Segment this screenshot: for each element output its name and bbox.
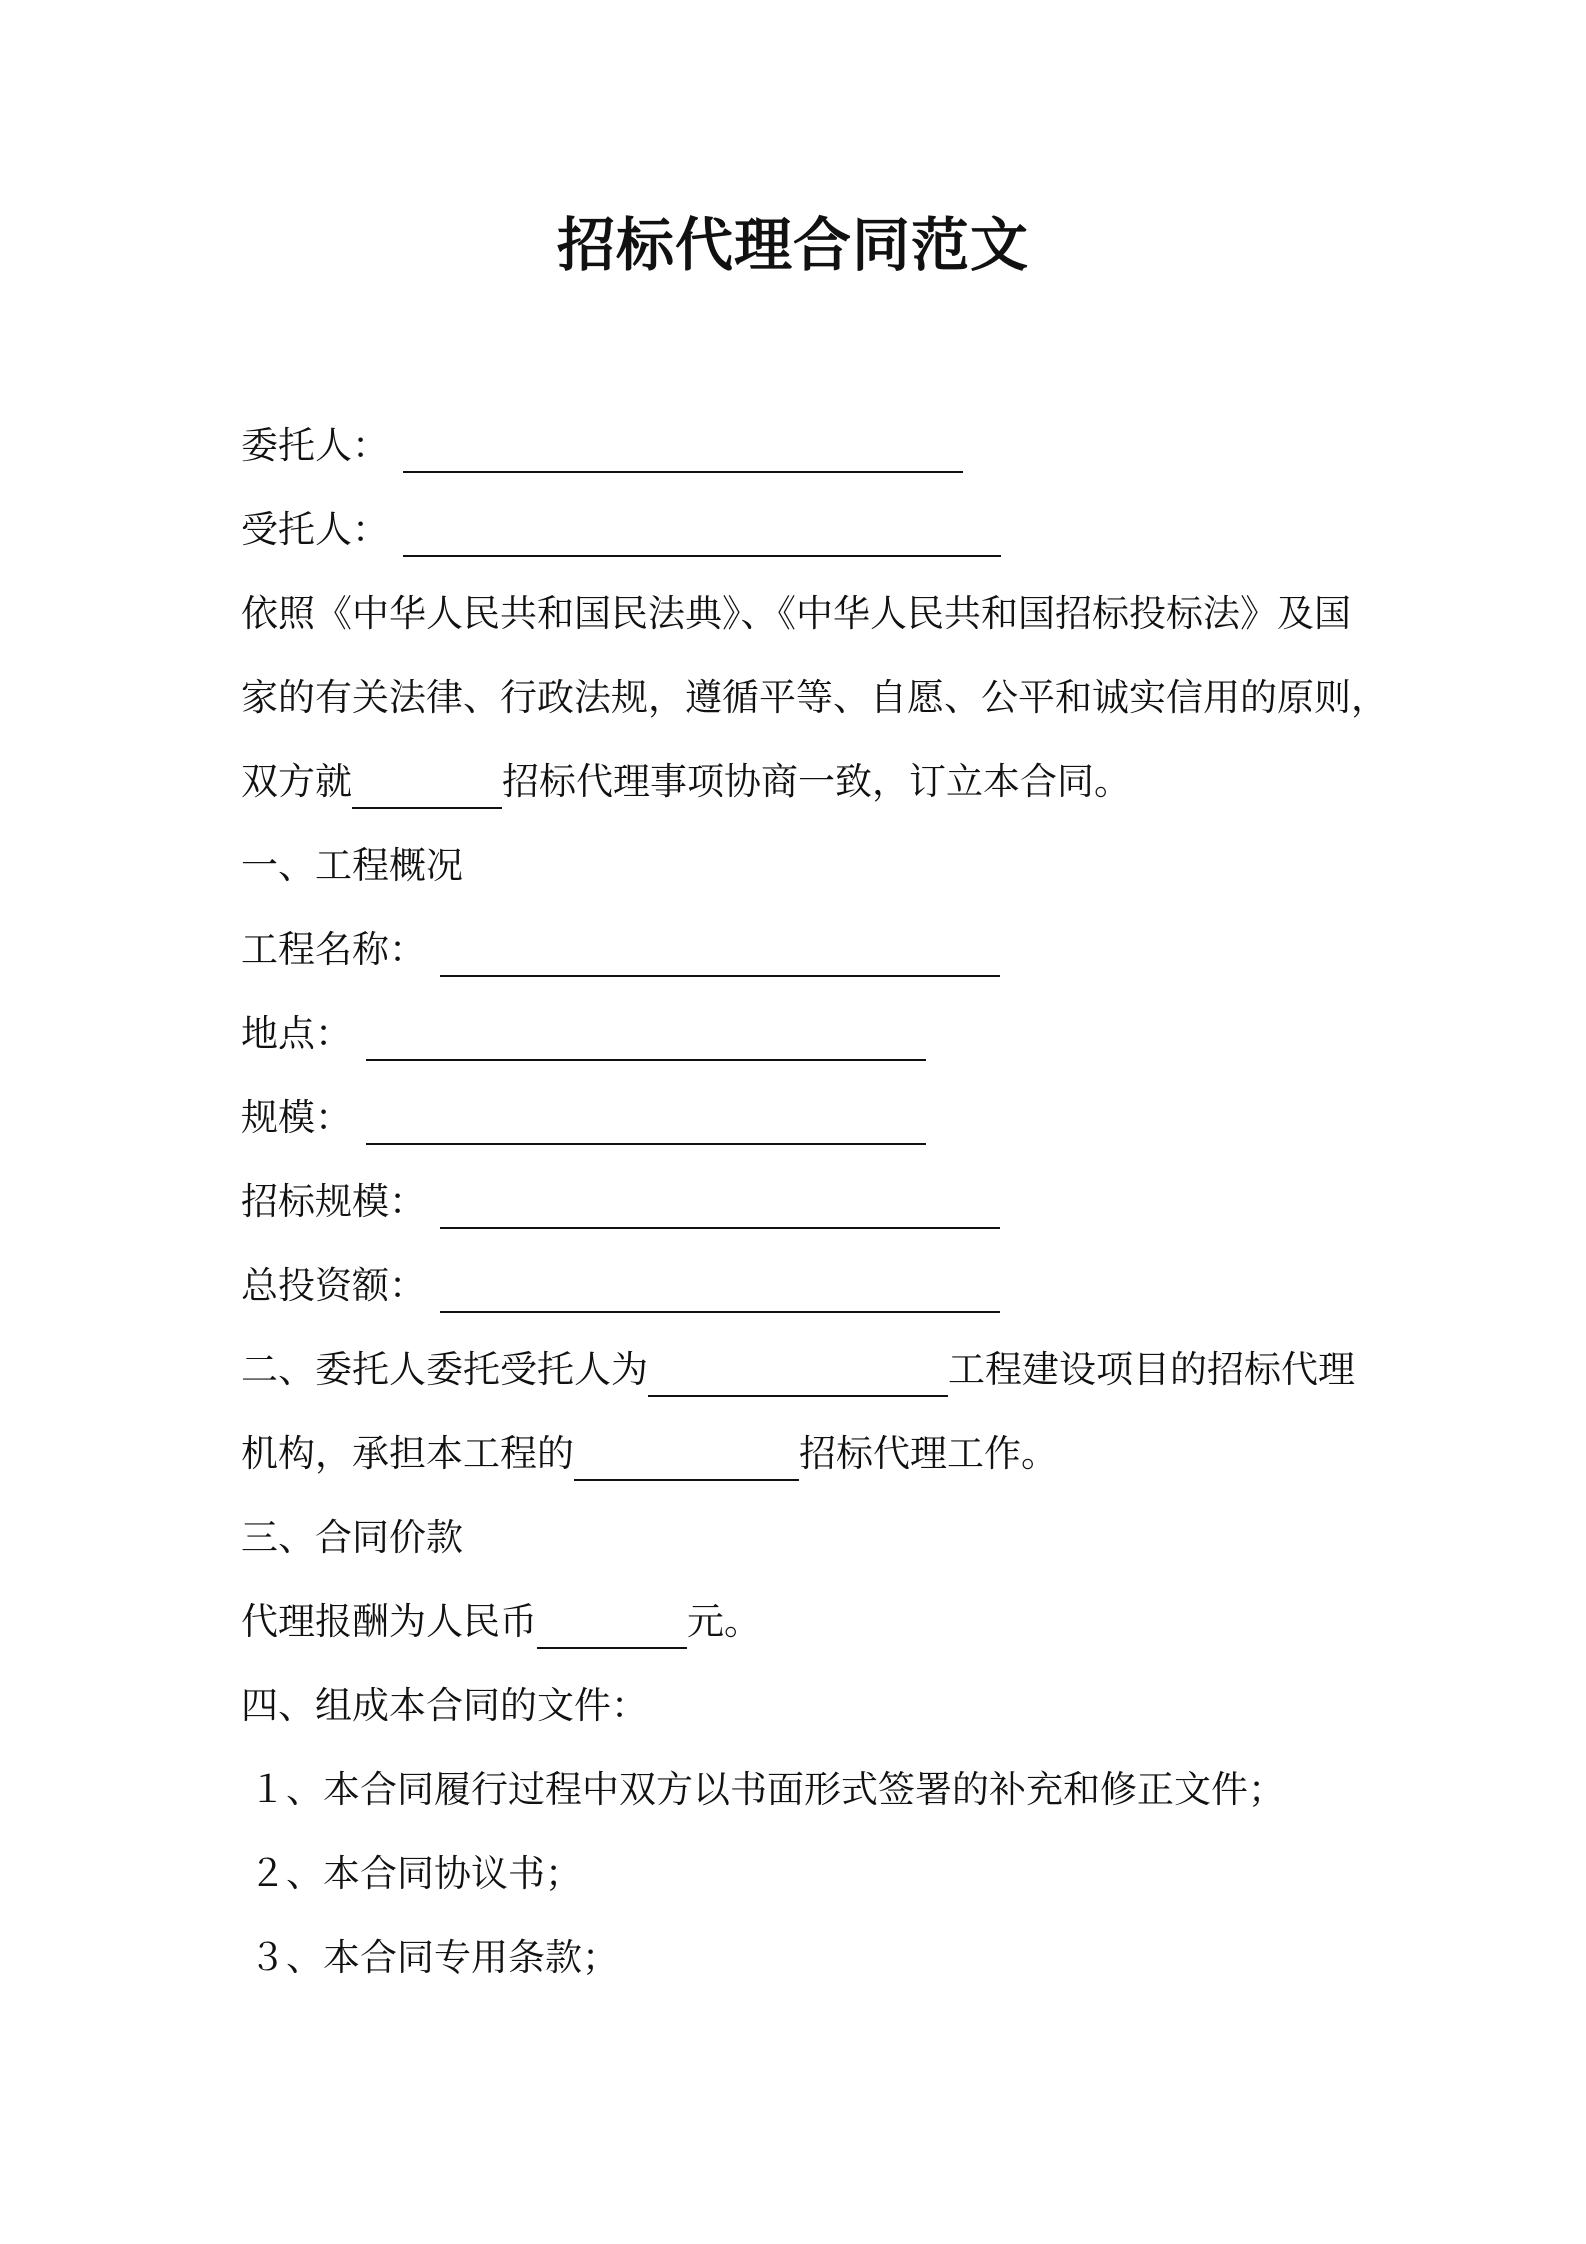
agent-label: 受托人：: [241, 508, 389, 551]
fee-line: [241, 1580, 1361, 1664]
principal-line: [241, 404, 1361, 488]
scale-label: 规模：: [241, 1096, 352, 1139]
total-investment-blank: [440, 1263, 1000, 1313]
section1-heading: [241, 824, 1361, 908]
section2-text-d: 招标代理工作。: [799, 1432, 1058, 1475]
section4-heading-text: 四、组成本合同的文件：: [241, 1684, 648, 1727]
list-item: [241, 1748, 1361, 1832]
document-title: 招标代理合同范文: [556, 211, 1029, 279]
section2-text-a: 二、委托人委托受托人为: [241, 1348, 648, 1391]
total-investment-label: 总投资额：: [241, 1264, 426, 1307]
location-label: 地点：: [241, 1012, 352, 1055]
section2-line-1: [241, 1328, 1361, 1412]
location-blank: [366, 1011, 926, 1061]
section2-text-c: 机构，承担本工程的: [241, 1432, 574, 1475]
tender-scale-line: [241, 1160, 1361, 1244]
matter-blank: [352, 759, 502, 809]
document-body: [241, 404, 1388, 2000]
location-line: [241, 992, 1361, 1076]
section2-text-b: 工程建设项目的招标代理: [948, 1348, 1355, 1391]
principal-label: 委托人：: [241, 424, 389, 467]
tender-scale-label: 招标规模：: [241, 1180, 426, 1223]
preamble-text-3a: 双方就: [241, 760, 352, 803]
section3-heading: [241, 1496, 1361, 1580]
project-name-label: 工程名称：: [241, 928, 426, 971]
scale-line: [241, 1076, 1361, 1160]
scale-blank: [366, 1095, 926, 1145]
section3-heading-text: 三、合同价款: [241, 1516, 463, 1559]
agent-line: [241, 488, 1361, 572]
fee-text-b: 元。: [687, 1600, 761, 1643]
section4-heading: [241, 1664, 1361, 1748]
list-item-2-text: ２、本合同协议书；: [249, 1852, 582, 1895]
preamble-line-1: [241, 572, 1361, 656]
project-name-line: [241, 908, 1361, 992]
preamble-line-2: [241, 656, 1388, 740]
project-name-blank: [440, 927, 1000, 977]
preamble-text-2: 家的有关法律、行政法规，遵循平等、自愿、公平和诚实信用的原则，: [241, 676, 1388, 719]
list-item-3-text: ３、本合同专用条款；: [249, 1936, 619, 1979]
list-item-1-text: １、本合同履行过程中双方以书面形式签署的补充和修正文件；: [249, 1768, 1285, 1811]
section1-heading-text: 一、工程概况: [241, 844, 463, 887]
agent-blank: [403, 507, 1001, 557]
project-blank: [648, 1347, 948, 1397]
list-item: [241, 1832, 1361, 1916]
fee-text-a: 代理报酬为人民币: [241, 1600, 537, 1643]
list-item: [241, 1916, 1361, 2000]
preamble-text-3b: 招标代理事项协商一致，订立本合同。: [502, 760, 1131, 803]
preamble-line-3: [241, 740, 1361, 824]
tender-scale-blank: [440, 1179, 1000, 1229]
section2-line-2: [241, 1412, 1361, 1496]
fee-amount-blank: [537, 1599, 687, 1649]
preamble-text-1: 依照《中华人民共和国民法典》、《中华人民共和国招标投标法》及国: [241, 592, 1351, 635]
principal-blank: [403, 423, 963, 473]
total-investment-line: [241, 1244, 1361, 1328]
agency-work-blank: [574, 1431, 799, 1481]
